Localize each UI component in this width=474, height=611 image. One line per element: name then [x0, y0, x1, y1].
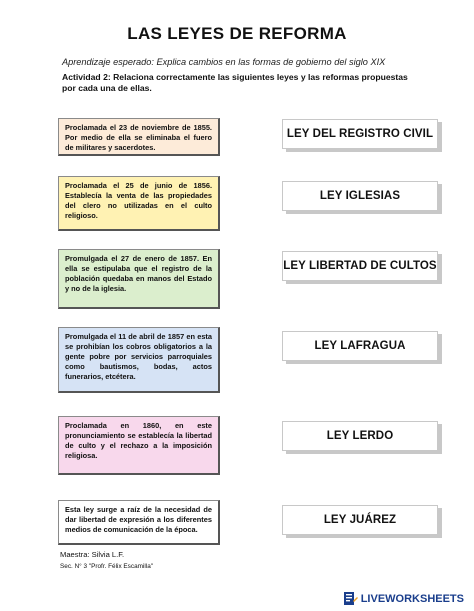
law-box-libertad-de-cultos[interactable]: LEY LIBERTAD DE CULTOS	[282, 251, 438, 281]
learning-objective: Aprendizaje esperado: Explica cambios en las formas de gobierno del siglo XIX	[62, 57, 386, 67]
law-box-lerdo[interactable]: LEY LERDO	[282, 421, 438, 451]
description-box[interactable]: Proclamada en 1860, en este pronunciamiento se establecía la libertad de culto y el rechazo a la imposición religiosa.	[58, 416, 220, 475]
liveworksheets-logo-icon	[344, 592, 358, 605]
law-box-iglesias[interactable]: LEY IGLESIAS	[282, 181, 438, 211]
liveworksheets-brand	[344, 592, 464, 605]
brand-name: LIVEWORKSHEETS	[360, 592, 464, 605]
law-box-lafragua[interactable]: LEY LAFRAGUA	[282, 331, 438, 361]
school-name: Sec. N° 3 "Profr. Félix Escamilla"	[60, 563, 154, 570]
description-box[interactable]: Promulgada el 27 de enero de 1857. En ella se estipulaba que el registro de la población quedaba en manos del Estado y no de la iglesia.	[58, 249, 220, 309]
description-box[interactable]: Esta ley surge a raíz de la necesidad de dar libertad de expresión a los diferentes medios de comunicación de la época.	[58, 500, 220, 545]
description-box[interactable]: Proclamada el 25 de junio de 1856. Establecía la venta de las propiedades del clero no utilizadas en el culto religioso.	[58, 176, 220, 231]
teacher-name: Maestra: Silvia L.F.	[60, 550, 125, 559]
description-box[interactable]: Proclamada el 23 de noviembre de 1855. Por medio de ella se eliminaba el fuero de militares y sacerdotes.	[58, 118, 220, 156]
law-box-juarez[interactable]: LEY JUÁREZ	[282, 505, 438, 535]
description-box[interactable]: Promulgada el 11 de abril de 1857 en esta se prohibían los cobros obligatorios a la gente pobre por servicios parroquiales como bautismos, bodas, actos funerarios, etcétera.	[58, 327, 220, 393]
page-title: LAS LEYES DE REFORMA	[127, 24, 347, 43]
activity-instructions: Actividad 2: Relaciona correctamente las siguientes leyes y las reformas propuestas por cada una de ellas.	[62, 72, 408, 93]
law-box-registro-civil[interactable]: LEY DEL REGISTRO CIVIL	[282, 119, 438, 149]
